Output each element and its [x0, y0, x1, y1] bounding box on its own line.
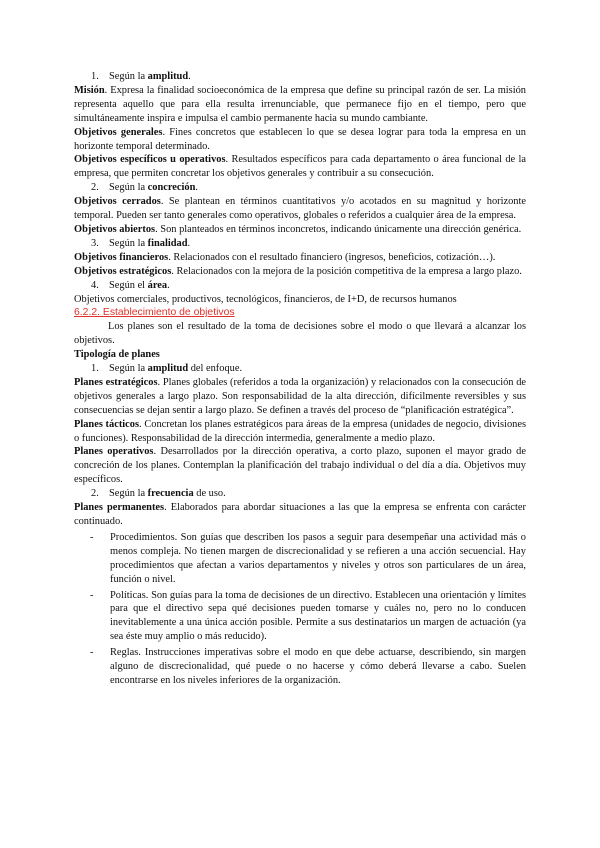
- paragraph-planes-tacticos: [74, 418, 526, 446]
- heading-frecuencia: [91, 487, 526, 501]
- list-number: 2.: [91, 488, 99, 500]
- dash-bullet: -: [90, 589, 94, 601]
- term: Objetivos generales: [74, 126, 163, 138]
- heading-text: Según el: [109, 279, 148, 291]
- list-item-text: Reglas. Instrucciones imperativas sobre el modo en que debe actuarse, describiendo, sin margen alguno de discrecionalidad, qué puede o no hacerse y cómo deberá llevarse a cabo. Suelen encontrarse en los niveles inferiores de la organización.: [110, 647, 526, 686]
- heading-text: Según la: [109, 363, 148, 375]
- definition: . Desarrollados por la dirección operativa, a corto plazo, suponen el mayor grado de concreción de los planes. Contemplan la planificación del trabajo individual o del día a día. Objetivos muy específicos.: [74, 446, 526, 486]
- definition: . Concretan los planes estratégicos para áreas de la empresa (unidades de negocio, divisiones o funciones). Responsabilidad de la dirección intermedia, generalmente a medio plazo.: [74, 418, 526, 444]
- heading-keyword: amplitud: [147, 363, 189, 375]
- term: Planes estratégicos: [74, 376, 158, 388]
- heading-text: Según la: [109, 237, 148, 249]
- list-number: 2.: [91, 182, 99, 194]
- paragraph-area-list: Objetivos comerciales, productivos, tecnológicos, financieros, de I+D, de recursos humanos: [74, 293, 457, 305]
- term: Objetivos abiertos: [74, 223, 156, 235]
- heading-keyword: área: [147, 279, 168, 291]
- list-item-text: Políticas. Son guías para la toma de decisiones de un directivo. Establecen una orientación y límites para que el directivo sepa qué decisiones pueden tomarse y cuáles no, pero no lo conducen inevitablemente a una única acción posible. Permite a sus destinatarios un margen de actuación (ya sea éste muy amplio o más reducido).: [110, 589, 526, 643]
- section-title: [74, 306, 526, 320]
- paragraph-objetivos-cerrados: [74, 195, 526, 223]
- paragraph-mision: [74, 84, 526, 126]
- term: Objetivos cerrados: [74, 196, 161, 208]
- term: Planes tácticos: [74, 418, 140, 430]
- list-number: 1.: [91, 71, 99, 82]
- heading-keyword: finalidad: [147, 237, 188, 249]
- heading-suffix: .: [195, 182, 198, 194]
- planes-permanentes-list: [74, 531, 526, 688]
- heading-suffix: de uso.: [193, 488, 226, 500]
- list-number: 3.: [91, 237, 99, 249]
- definition: . Planes globales (referidos a toda la organización) y relacionados con la consecución de objetivos generales a largo plazo. Son responsabilidad de la alta dirección, difícilmente reversibles y sus consecuencias se dejan sentir a largo plazo. Se definen a través del proceso de “planificación estratégica”.: [74, 376, 527, 416]
- list-number: 1.: [91, 363, 99, 375]
- subheading-tipologia: [74, 348, 526, 362]
- definition: . Relacionados con la mejora de la posición competitiva de la empresa a largo plazo.: [171, 265, 522, 277]
- term: Planes permanentes: [74, 502, 165, 514]
- definition: . Resultados específicos para cada departamento o área funcional de la empresa, que permiten concretar los objetivos generales y contribuir a su consecución.: [74, 154, 527, 180]
- heading-keyword: amplitud: [147, 71, 189, 82]
- heading-text: Según la: [109, 182, 148, 194]
- paragraph-objetivos-abiertos: [74, 223, 526, 237]
- heading-keyword: frecuencia: [147, 488, 194, 500]
- subheading-text: Tipología de planes: [74, 349, 160, 361]
- term: Misión: [74, 84, 105, 96]
- heading-suffix: .: [187, 237, 191, 249]
- list-item-procedimientos: [74, 531, 526, 587]
- section-title-text: 6.2.2. Establecimiento de objetivos: [74, 307, 235, 319]
- heading-suffix: del enfoque.: [188, 363, 243, 375]
- heading-area: [91, 279, 526, 293]
- definition: . Expresa la finalidad socioeconómica de la empresa que define su principal razón de ser. La misión representa aquello que para ella resulta irrenunciable, que permanece fijo en el tiempo, pero que simultáneamente inspira e impulsa el cambio permanente hacia su mundo cambiante.: [74, 84, 526, 124]
- definition: . Relacionados con el resultado financiero (ingresos, beneficios, cotización…).: [168, 251, 496, 263]
- heading-enfoque: [91, 362, 526, 376]
- paragraph-objetivos-financieros: [74, 251, 526, 265]
- term: Objetivos específicos u operativos: [74, 154, 226, 166]
- paragraph-planes-estrategicos: [74, 376, 526, 418]
- definition: . Son planteados en términos inconcretos, indicando únicamente una dirección genérica.: [155, 223, 522, 235]
- heading-suffix: .: [167, 279, 170, 291]
- list-item-text: Procedimientos. Son guías que describen los pasos a seguir para desempeñar una actividad más o menos compleja. No tienen margen de discrecionalidad y se refieren a una acción secuencial. Hay procedimientos que afectan a varios departamentos y niveles y otros son particulares de un área, función o nivel.: [110, 531, 526, 585]
- term: Objetivos financieros: [74, 251, 169, 263]
- heading-suffix: .: [188, 71, 191, 82]
- heading-concrecion: [91, 181, 526, 195]
- paragraph-planes-permanentes: [74, 501, 526, 529]
- dash-bullet: -: [90, 531, 94, 543]
- term: Objetivos estratégicos: [74, 265, 172, 277]
- heading-text: Según la: [109, 71, 148, 82]
- paragraph-objetivos-estrategicos: [74, 265, 526, 279]
- definition: . Elaborados para abordar situaciones a las que la empresa se enfrenta con carácter continuado.: [74, 502, 526, 527]
- list-number: 4.: [91, 279, 99, 291]
- heading-amplitud: [91, 70, 526, 84]
- paragraph-objetivos-generales: [74, 126, 526, 154]
- document-page: [74, 70, 526, 690]
- dash-bullet: -: [90, 647, 94, 659]
- list-item-reglas: [74, 646, 526, 688]
- paragraph-planes-operativos: [74, 445, 526, 487]
- definition: . Se plantean en términos cuantitativos y/o acotados en su magnitud y horizonte temporal. Pueden ser tanto generales como operativos, globales o referidos a cualquier área de la empresa.: [74, 196, 526, 222]
- section-intro: Los planes son el resultado de la toma de decisiones sobre el modo o que llevará a alcanzar los objetivos.: [74, 321, 526, 347]
- definition: . Fines concretos que establecen lo que se desea lograr para toda la empresa en un horizonte temporal determinado.: [74, 126, 527, 152]
- list-item-politicas: [74, 589, 526, 645]
- heading-keyword: concreción: [147, 182, 196, 194]
- term: Planes operativos: [74, 446, 154, 458]
- heading-finalidad: [91, 237, 526, 251]
- paragraph-objetivos-especificos: [74, 153, 526, 181]
- heading-text: Según la: [109, 488, 148, 500]
